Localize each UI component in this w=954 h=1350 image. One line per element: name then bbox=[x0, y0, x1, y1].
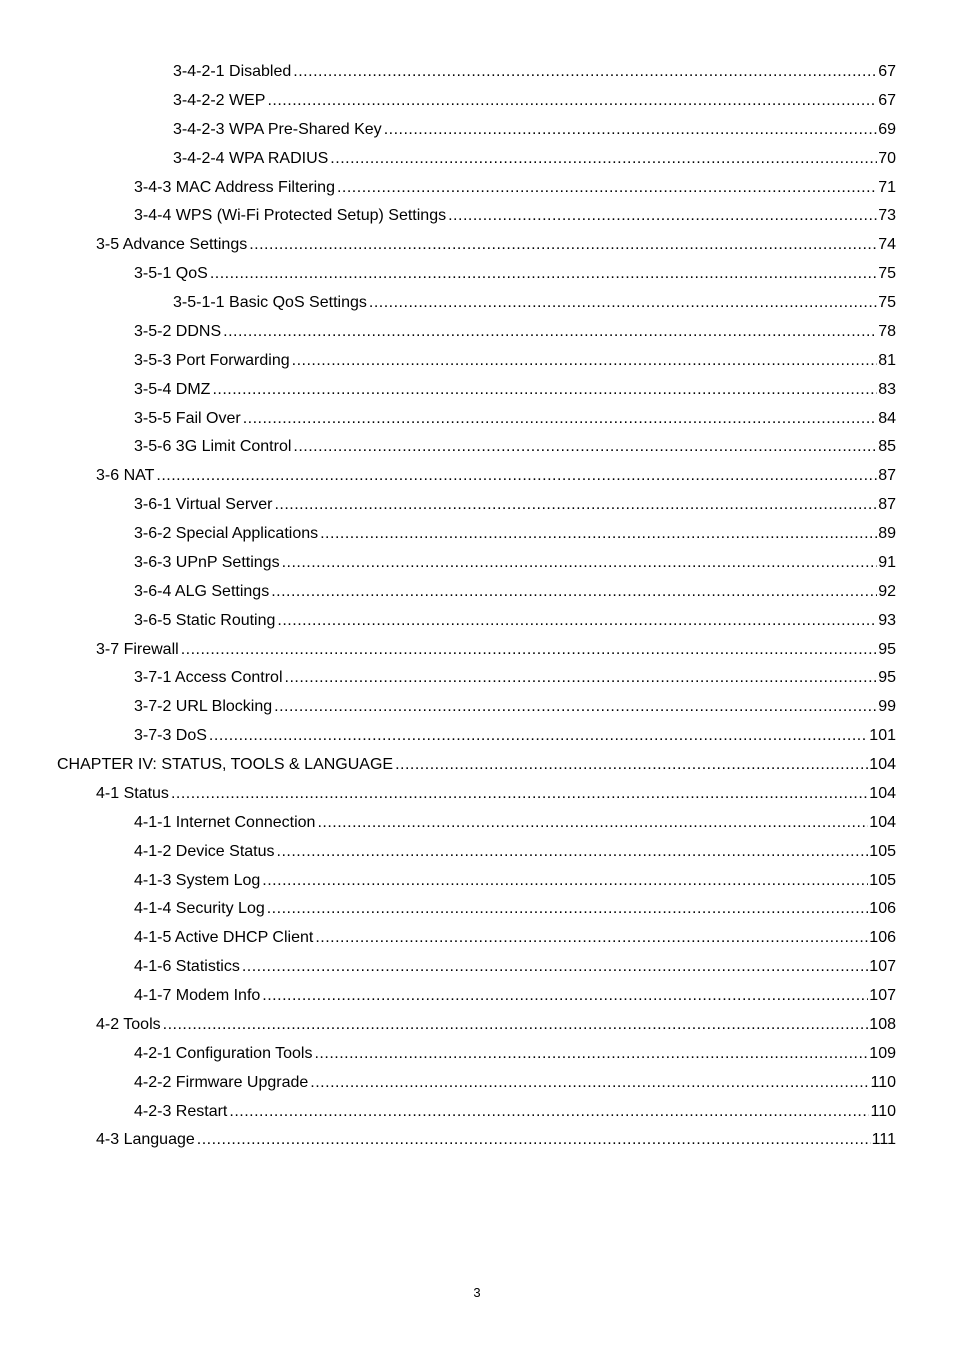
toc-entry-title: 3-5-6 3G Limit Control bbox=[134, 438, 292, 456]
toc-entry-title: 3-5 Advance Settings bbox=[96, 236, 248, 254]
toc-entry-title: CHAPTER IV: STATUS, TOOLS & LANGUAGE bbox=[57, 756, 394, 773]
toc-entry-title: 3-7 Firewall bbox=[96, 640, 179, 658]
toc-entry-title: 3-4-2-1 Disabled bbox=[173, 63, 292, 80]
toc-entry[interactable] bbox=[0, 116, 954, 145]
toc-entry-page: 91 bbox=[878, 553, 896, 571]
toc-entry[interactable] bbox=[0, 145, 954, 174]
toc-entry-title: 3-7-2 URL Blocking bbox=[134, 698, 273, 716]
toc-entry-title: 3-7-1 Access Control bbox=[134, 669, 283, 687]
dot-leader bbox=[310, 1069, 869, 1097]
toc-entry-title: 4-2-2 Firmware Upgrade bbox=[134, 1073, 309, 1091]
toc-entry[interactable] bbox=[0, 693, 954, 722]
toc-entry-title: 4-1-7 Modem Info bbox=[134, 987, 261, 1004]
toc-entry[interactable] bbox=[0, 347, 954, 376]
toc-entry-page: 99 bbox=[878, 698, 896, 716]
toc-entry-page: 95 bbox=[878, 640, 896, 658]
dot-leader bbox=[271, 578, 877, 606]
toc-entry-title: 4-1-1 Internet Connection bbox=[134, 813, 316, 831]
toc-entry-page: 110 bbox=[870, 1073, 896, 1091]
toc-entry-title: 3-6-2 Special Applications bbox=[134, 525, 319, 542]
toc-entry-page: 107 bbox=[869, 958, 896, 976]
toc-entry-title: 4-1-3 System Log bbox=[134, 871, 261, 889]
toc-entry-page: 110 bbox=[870, 1102, 896, 1120]
toc-entry[interactable] bbox=[0, 87, 954, 116]
toc-entry[interactable] bbox=[0, 1098, 954, 1127]
toc-entry-page: 89 bbox=[878, 525, 896, 542]
toc-entry-page: 85 bbox=[878, 438, 896, 456]
toc-entry-title: 3-5-1-1 Basic QoS Settings bbox=[173, 294, 367, 311]
dot-leader bbox=[171, 780, 868, 808]
dot-leader bbox=[384, 116, 878, 144]
dot-leader bbox=[369, 289, 877, 317]
toc-entry-page: 105 bbox=[869, 871, 896, 889]
toc-entry[interactable] bbox=[0, 607, 954, 636]
toc-entry-page: 107 bbox=[869, 987, 896, 1004]
dot-leader bbox=[212, 376, 877, 404]
toc-entry[interactable] bbox=[0, 953, 954, 982]
table-of-contents bbox=[0, 58, 954, 1155]
dot-leader bbox=[274, 491, 877, 519]
dot-leader bbox=[330, 145, 877, 173]
toc-entry[interactable] bbox=[0, 58, 954, 87]
dot-leader bbox=[277, 607, 877, 635]
toc-entry[interactable] bbox=[0, 549, 954, 578]
toc-entry[interactable] bbox=[0, 376, 954, 405]
toc-entry-page: 108 bbox=[869, 1015, 896, 1033]
toc-entry-page: 70 bbox=[878, 149, 896, 167]
toc-entry-page: 104 bbox=[869, 784, 896, 802]
dot-leader bbox=[209, 722, 868, 750]
toc-entry-page: 104 bbox=[869, 756, 896, 773]
dot-leader bbox=[448, 202, 877, 230]
dot-leader bbox=[210, 260, 877, 288]
dot-leader bbox=[317, 809, 868, 837]
toc-entry-title: 4-2 Tools bbox=[96, 1015, 161, 1033]
toc-entry[interactable] bbox=[0, 1069, 954, 1098]
toc-entry-title: 3-5-1 QoS bbox=[134, 265, 208, 283]
toc-entry-page: 78 bbox=[878, 322, 896, 340]
toc-entry[interactable] bbox=[0, 664, 954, 693]
toc-entry-title: 3-5-3 Port Forwarding bbox=[134, 351, 290, 369]
toc-entry[interactable] bbox=[0, 289, 954, 318]
dot-leader bbox=[395, 751, 868, 779]
dot-leader bbox=[282, 549, 878, 577]
toc-entry-page: 75 bbox=[878, 294, 896, 311]
toc-entry-title: 3-6-1 Virtual Server bbox=[134, 496, 273, 514]
toc-entry-page: 87 bbox=[878, 467, 896, 485]
toc-entry[interactable] bbox=[0, 462, 954, 491]
dot-leader bbox=[181, 636, 878, 664]
toc-entry[interactable] bbox=[0, 982, 954, 1011]
toc-entry-title: 4-1-4 Security Log bbox=[134, 900, 265, 918]
dot-leader bbox=[337, 174, 877, 202]
toc-entry-page: 104 bbox=[869, 813, 896, 831]
toc-entry-title: 4-2-3 Restart bbox=[134, 1102, 228, 1120]
toc-entry-title: 4-1-5 Active DHCP Client bbox=[134, 929, 314, 947]
toc-entry-title: 3-4-4 WPS (Wi-Fi Protected Setup) Settings bbox=[134, 207, 447, 225]
dot-leader bbox=[229, 1098, 869, 1126]
dot-leader bbox=[242, 953, 868, 981]
toc-entry-title: 4-1 Status bbox=[96, 784, 169, 802]
dot-leader bbox=[262, 982, 868, 1010]
dot-leader bbox=[197, 1126, 871, 1154]
toc-entry[interactable] bbox=[0, 260, 954, 289]
toc-entry[interactable] bbox=[0, 636, 954, 665]
toc-entry[interactable] bbox=[0, 433, 954, 462]
toc-entry-title: 4-1-6 Statistics bbox=[134, 958, 240, 976]
dot-leader bbox=[249, 231, 877, 259]
dot-leader bbox=[156, 462, 877, 490]
toc-entry-title: 3-7-3 DoS bbox=[134, 727, 207, 745]
toc-entry-page: 105 bbox=[869, 842, 896, 860]
toc-entry-page: 87 bbox=[878, 496, 896, 514]
toc-entry[interactable] bbox=[0, 174, 954, 203]
toc-entry[interactable] bbox=[0, 809, 954, 838]
toc-entry-page: 93 bbox=[878, 611, 896, 629]
dot-leader bbox=[267, 87, 877, 115]
toc-entry-title: 3-5-2 DDNS bbox=[134, 322, 222, 340]
toc-entry-title: 3-5-4 DMZ bbox=[134, 380, 211, 398]
dot-leader bbox=[320, 520, 877, 548]
toc-entry-title: 4-3 Language bbox=[96, 1131, 195, 1149]
toc-entry-page: 111 bbox=[871, 1131, 896, 1149]
toc-entry-page: 83 bbox=[878, 380, 896, 398]
toc-entry-page: 75 bbox=[878, 265, 896, 283]
toc-entry[interactable] bbox=[0, 491, 954, 520]
toc-entry-title: 3-4-3 MAC Address Filtering bbox=[134, 178, 335, 196]
toc-entry-page: 67 bbox=[878, 91, 896, 109]
toc-entry[interactable] bbox=[0, 1040, 954, 1069]
toc-entry-title: 4-1-2 Device Status bbox=[134, 842, 275, 860]
toc-entry[interactable] bbox=[0, 751, 954, 780]
dot-leader bbox=[274, 693, 877, 721]
toc-entry[interactable] bbox=[0, 318, 954, 347]
toc-entry[interactable] bbox=[0, 924, 954, 953]
toc-entry[interactable] bbox=[0, 1011, 954, 1040]
toc-entry-page: 106 bbox=[869, 929, 896, 947]
toc-entry-page: 71 bbox=[878, 178, 896, 196]
dot-leader bbox=[293, 58, 877, 86]
toc-entry[interactable] bbox=[0, 1126, 954, 1155]
dot-leader bbox=[314, 1040, 868, 1068]
dot-leader bbox=[243, 405, 878, 433]
toc-entry-page: 69 bbox=[878, 120, 896, 138]
toc-entry[interactable] bbox=[0, 722, 954, 751]
dot-leader bbox=[163, 1011, 869, 1039]
toc-entry-title: 3-4-2-2 WEP bbox=[173, 91, 266, 109]
dot-leader bbox=[262, 867, 868, 895]
toc-entry[interactable] bbox=[0, 520, 954, 549]
toc-entry[interactable] bbox=[0, 867, 954, 896]
dot-leader bbox=[292, 347, 878, 375]
toc-entry-page: 84 bbox=[878, 409, 896, 427]
toc-entry-title: 3-6-5 Static Routing bbox=[134, 611, 276, 629]
dot-leader bbox=[277, 838, 869, 866]
dot-leader bbox=[285, 664, 878, 692]
dot-leader bbox=[267, 895, 869, 923]
toc-entry[interactable] bbox=[0, 895, 954, 924]
toc-entry-page: 67 bbox=[878, 63, 896, 80]
toc-entry[interactable] bbox=[0, 578, 954, 607]
toc-entry-page: 95 bbox=[878, 669, 896, 687]
page-number: 3 bbox=[473, 1285, 481, 1300]
toc-entry-title: 3-4-2-3 WPA Pre-Shared Key bbox=[173, 120, 382, 138]
toc-entry-page: 101 bbox=[869, 727, 896, 745]
toc-entry-title: 3-6-4 ALG Settings bbox=[134, 582, 270, 600]
toc-entry-page: 109 bbox=[869, 1044, 896, 1062]
toc-entry-page: 92 bbox=[878, 582, 896, 600]
toc-entry-title: 4-2-1 Configuration Tools bbox=[134, 1044, 313, 1062]
toc-entry-title: 3-4-2-4 WPA RADIUS bbox=[173, 149, 329, 167]
toc-entry[interactable] bbox=[0, 231, 954, 260]
toc-entry-title: 3-6-3 UPnP Settings bbox=[134, 553, 280, 571]
toc-entry[interactable] bbox=[0, 202, 954, 231]
toc-entry[interactable] bbox=[0, 838, 954, 867]
dot-leader bbox=[293, 433, 877, 461]
toc-entry-page: 106 bbox=[869, 900, 896, 918]
dot-leader bbox=[223, 318, 877, 346]
toc-entry-page: 81 bbox=[878, 351, 896, 369]
toc-entry-page: 73 bbox=[878, 207, 896, 225]
dot-leader bbox=[315, 924, 868, 952]
toc-entry[interactable] bbox=[0, 780, 954, 809]
toc-entry-title: 3-5-5 Fail Over bbox=[134, 409, 241, 427]
toc-entry[interactable] bbox=[0, 405, 954, 434]
toc-entry-page: 74 bbox=[878, 236, 896, 254]
toc-entry-title: 3-6 NAT bbox=[96, 467, 155, 485]
